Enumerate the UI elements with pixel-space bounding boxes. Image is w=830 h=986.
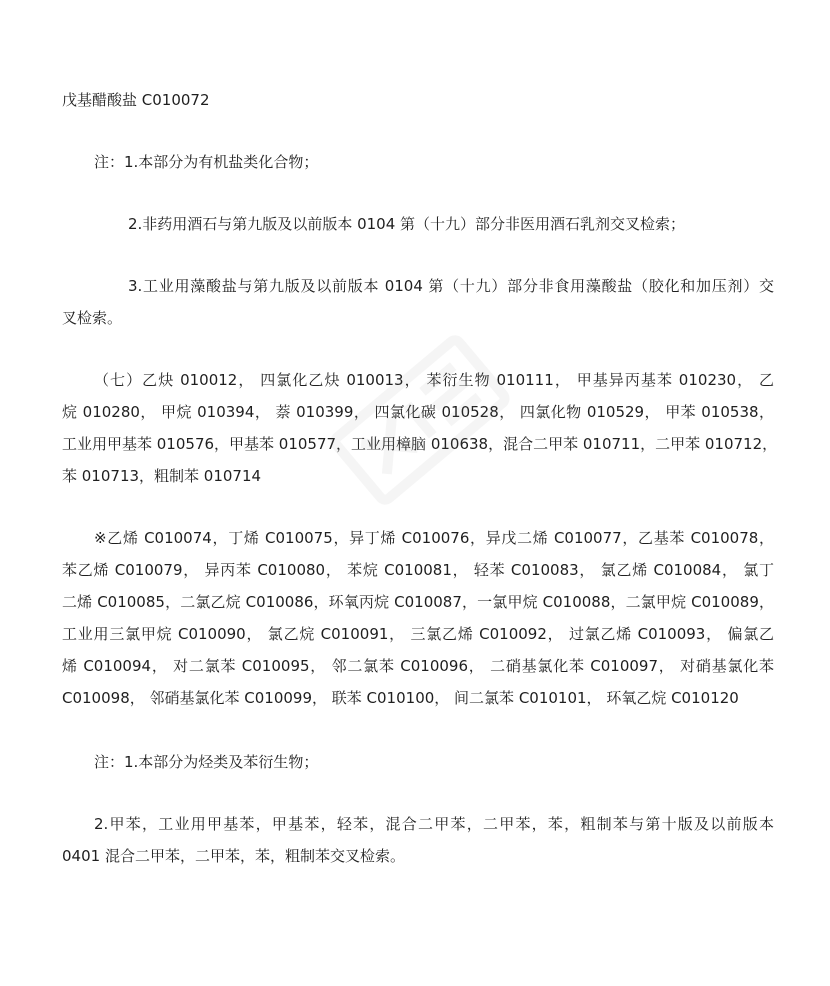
text-line: ※乙烯 C010074，丁烯 C010075，异丁烯 C010076，异戊二烯 C010077，乙基苯 C010078，	[94, 529, 774, 547]
text-line: 注：1.本部分为有机盐类化合物；	[94, 153, 319, 171]
text-line: 二烯 C010085，二氯乙烷 C010086，环氧丙烷 C010087，一氯甲烷 C010088，二氯甲烷 C010089，	[62, 593, 774, 611]
text-line: 2.非药用酒石与第九版及以前版本 0104 第（十九）部分非医用酒石乳剂交叉检索；	[128, 215, 686, 233]
text-line: 烯 C010094， 对二氯苯 C010095， 邻二氯苯 C010096， 二硝基氯化苯 C010097， 对硝基氯化苯	[62, 657, 774, 675]
text-line: 3.工业用藻酸盐与第九版及以前版本 0104 第（十九）部分非食用藻酸盐（胶化和加压剂）交	[128, 277, 774, 295]
text-line: （七）乙炔 010012， 四氯化乙炔 010013， 苯衍生物 010111， 甲基异丙基苯 010230， 乙	[94, 371, 774, 389]
text-line: 烷 010280， 甲烷 010394， 萘 010399， 四氯化碳 010528， 四氯化物 010529， 甲苯 010538，	[62, 403, 774, 421]
text-line: 叉检索。	[62, 309, 123, 327]
paragraph-substance-entry	[62, 84, 774, 116]
paragraph-note-1	[62, 146, 774, 178]
text-line: C010098， 邻硝基氯化苯 C010099， 联苯 C010100， 间二氯苯 C010101， 环氧乙烷 C010120	[62, 689, 739, 707]
paragraph-starred-list	[62, 522, 774, 714]
paragraph-section-7	[62, 364, 778, 492]
paragraph-note-hydrocarbons	[62, 746, 774, 778]
paragraph-note-2	[62, 208, 774, 240]
text-line: 戊基醋酸盐 C010072	[62, 91, 210, 109]
text-line: 2.甲苯，工业用甲基苯，甲基苯，轻苯，混合二甲苯，二甲苯，苯，粗制苯与第十版及以前版本	[94, 815, 774, 833]
text-line: 苯 010713，粗制苯 010714	[62, 467, 262, 485]
text-line: 苯乙烯 C010079， 异丙苯 C010080， 苯烷 C010081， 轻苯 C010083， 氯乙烯 C010084， 氯丁	[62, 561, 774, 579]
text-line: 工业用甲基苯 010576，甲基苯 010577，工业用樟脑 010638，混合二甲苯 010711，二甲苯 010712，	[62, 435, 778, 453]
text-line: 工业用三氯甲烷 C010090， 氯乙烷 C010091， 三氯乙烯 C010092， 过氯乙烯 C010093， 偏氯乙	[62, 625, 774, 643]
text-line: 注：1.本部分为烃类及苯衍生物；	[94, 753, 319, 771]
paragraph-note-crossref	[62, 808, 774, 872]
paragraph-note-3	[62, 270, 774, 334]
text-line: 0401 混合二甲苯，二甲苯，苯，粗制苯交叉检索。	[62, 847, 405, 865]
